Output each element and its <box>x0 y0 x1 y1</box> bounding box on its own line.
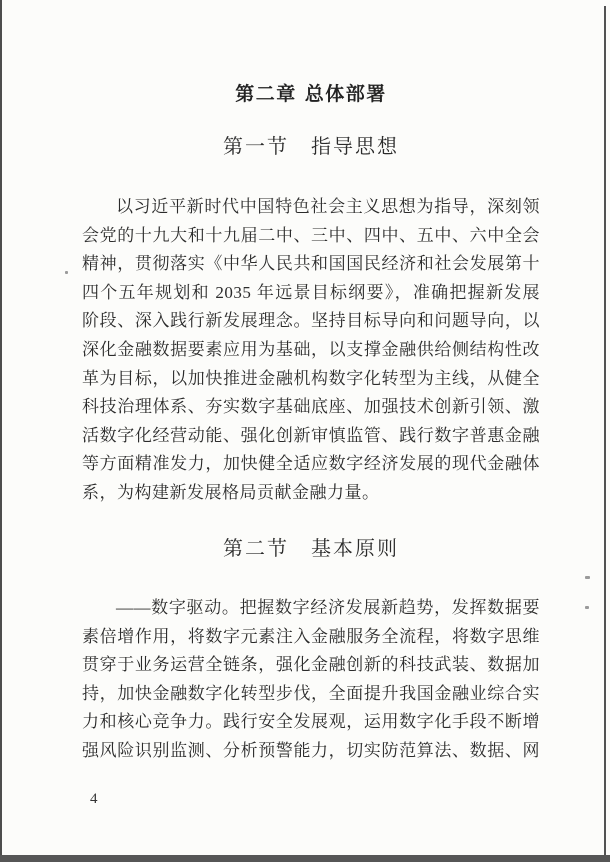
scan-edge-left <box>0 0 2 858</box>
body-line: 会党的十九大和十九届二中、三中、四中、五中、六中全会 <box>82 225 540 245</box>
paragraph-2 <box>82 594 540 766</box>
body-line: 深化金融数据要素应用为基础，以支撑金融供给侧结构性改 <box>82 339 540 359</box>
paragraph-1 <box>82 193 540 508</box>
section-2-title: 第二节 基本原则 <box>223 538 399 560</box>
body-line: 以习近平新时代中国特色社会主义思想为指导，深刻领 <box>116 197 540 216</box>
body-line: 阶段、深入践行新发展理念。坚持目标导向和问题导向，以 <box>82 311 540 331</box>
section-1-title: 第一节 指导思想 <box>223 136 399 158</box>
body-line: 强风险识别监测、分析预警能力，切实防范算法、数据、网 <box>82 740 540 760</box>
scan-edge-bottom <box>0 855 610 862</box>
body-line: 精神，贯彻落实《中华人民共和国国民经济和社会发展第十 <box>82 254 540 274</box>
body-line: 系，为构建新发展格局贡献金融力量。 <box>82 482 380 502</box>
scan-speck <box>65 271 68 274</box>
body-line: 活数字化经营动能、强化创新审慎监管、践行数字普惠金融 <box>82 425 540 445</box>
body-line: 科技治理体系、夯实数字基础底座、加强技术创新引领、激 <box>82 397 540 417</box>
body-line: ——数字驱动。把握数字经济发展新趋势，发挥数据要 <box>116 598 540 617</box>
page-number: 4 <box>90 791 98 807</box>
body-line: 四个五年规划和 2035 年远景目标纲要》，准确把握新发展 <box>82 282 540 302</box>
scan-speck <box>585 576 590 579</box>
body-line: 革为目标，以加快推进金融机构数字化转型为主线，从健全 <box>82 368 540 388</box>
body-line: 贯穿于业务运营全链条，强化金融创新的科技武装、数据加 <box>82 655 540 675</box>
chapter-title: 第二章 总体部署 <box>235 83 387 105</box>
body-line: 力和核心竞争力。践行安全发展观，运用数字化手段不断增 <box>82 712 540 732</box>
scan-edge-right <box>604 6 606 856</box>
scan-speck <box>585 606 589 609</box>
body-line: 素倍增作用，将数字元素注入金融服务全流程，将数字思维 <box>82 626 540 646</box>
body-line: 等方面精准发力，加快健全适应数字经济发展的现代金融体 <box>82 454 540 474</box>
body-line: 持，加快金融数字化转型步伐，全面提升我国金融业综合实 <box>82 683 540 703</box>
